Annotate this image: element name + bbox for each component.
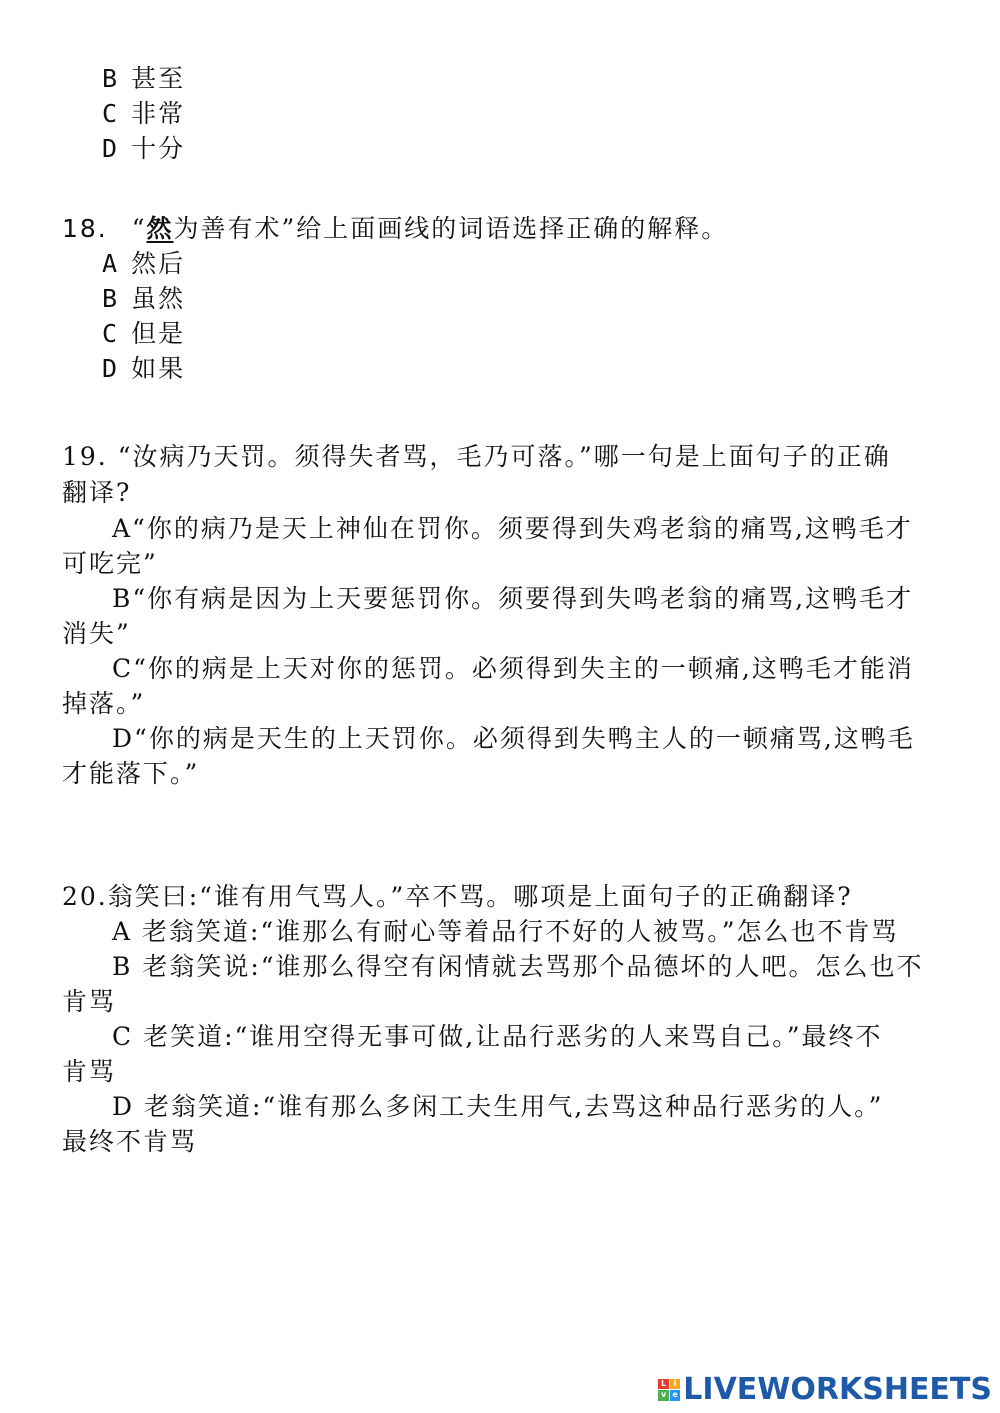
q18-question-text: 为善有术”给上面画线的词语选择正确的解释。 bbox=[173, 214, 729, 243]
q18-option-b[interactable] bbox=[102, 282, 185, 316]
logo-letter-l: L bbox=[658, 1379, 669, 1390]
q18-underlined-word: 然 bbox=[146, 214, 174, 243]
q18-option-b-letter: B bbox=[102, 284, 120, 313]
q17-option-c-letter: C bbox=[102, 99, 120, 128]
q20-option-c-line2[interactable]: 肯骂 bbox=[62, 1057, 117, 1086]
q18-open-quote: “ bbox=[131, 214, 147, 243]
q20-option-b-line1[interactable]: B 老翁笑说:“谁那么得空有闲情就去骂那个品德坏的人吧。怎么也不 bbox=[112, 952, 924, 981]
q18-option-a-text: 然后 bbox=[131, 249, 186, 278]
q20-option-a-line1[interactable]: A 老翁笑道:“谁那么有耐心等着品行不好的人被骂。”怎么也不肯骂 bbox=[112, 917, 899, 946]
q18-option-c-text: 但是 bbox=[131, 319, 186, 348]
q20-question: 20.翁笑曰:“谁有用气骂人。”卒不骂。哪项是上面句子的正确翻译? bbox=[62, 882, 853, 911]
q19-option-a-line2[interactable]: 可吃完” bbox=[62, 549, 158, 578]
q17-option-c[interactable] bbox=[102, 97, 185, 131]
q20-option-d-line1[interactable]: D 老翁笑道:“谁有那么多闲工夫生用气,去骂这种品行恶劣的人。” bbox=[112, 1092, 884, 1121]
q18-number: 18. bbox=[62, 214, 108, 243]
q19-option-b-line2[interactable]: 消失” bbox=[62, 619, 131, 648]
liveworksheets-logo[interactable] bbox=[658, 1372, 992, 1407]
q19-option-b-line1[interactable]: B“你有病是因为上天要惩罚你。须要得到失鸣老翁的痛骂,这鸭毛才 bbox=[112, 584, 914, 613]
q18-option-c[interactable] bbox=[102, 317, 185, 351]
q19-option-a-line1[interactable]: A“你的病乃是天上神仙在罚你。须要得到失鸡老翁的痛骂,这鸭毛才 bbox=[112, 514, 913, 543]
q18-option-a-letter: A bbox=[102, 249, 120, 278]
q17-option-d[interactable] bbox=[102, 132, 185, 166]
q17-option-d-text: 十分 bbox=[131, 134, 186, 163]
q18-option-b-text: 虽然 bbox=[131, 284, 186, 313]
q19-question-line2: 翻译? bbox=[62, 478, 132, 507]
logo-letter-i: i bbox=[670, 1379, 681, 1390]
q18-option-c-letter: C bbox=[102, 319, 120, 348]
logo-letter-e: e bbox=[670, 1390, 681, 1401]
logo-letter-v: v bbox=[658, 1390, 669, 1401]
q20-option-b-line2[interactable]: 肯骂 bbox=[62, 987, 117, 1016]
q17-option-b-letter: B bbox=[102, 64, 120, 93]
q19-option-d-line2[interactable]: 才能落下。” bbox=[62, 759, 200, 788]
q17-option-c-text: 非常 bbox=[131, 99, 186, 128]
q17-option-b[interactable] bbox=[102, 62, 185, 96]
q19-option-c-line1[interactable]: C“你的病是上天对你的惩罚。必须得到失主的一顿痛,这鸭毛才能消 bbox=[112, 654, 914, 683]
q18-question bbox=[62, 212, 728, 246]
q18-option-d-letter: D bbox=[102, 354, 120, 383]
q17-option-d-letter: D bbox=[102, 134, 120, 163]
liveworksheets-logo-icon bbox=[658, 1379, 680, 1401]
q20-option-d-line2[interactable]: 最终不肯骂 bbox=[62, 1127, 198, 1156]
q19-option-c-line2[interactable]: 掉落。” bbox=[62, 689, 146, 718]
q17-option-b-text: 甚至 bbox=[131, 64, 186, 93]
q19-question-line1: 19. “汝病乃天罚。须得失者骂，毛乃可落。”哪一句是上面句子的正确 bbox=[62, 442, 891, 471]
q20-option-c-line1[interactable]: C 老笑道:“谁用空得无事可做,让品行恶劣的人来骂自己。”最终不 bbox=[112, 1022, 883, 1051]
q18-option-d-text: 如果 bbox=[131, 354, 186, 383]
liveworksheets-brand-text: LIVEWORKSHEETS bbox=[683, 1372, 992, 1407]
q19-option-d-line1[interactable]: D“你的病是天生的上天罚你。必须得到失鸭主人的一顿痛骂,这鸭毛 bbox=[112, 724, 915, 753]
q18-option-d[interactable] bbox=[102, 352, 185, 386]
q18-option-a[interactable] bbox=[102, 247, 185, 281]
